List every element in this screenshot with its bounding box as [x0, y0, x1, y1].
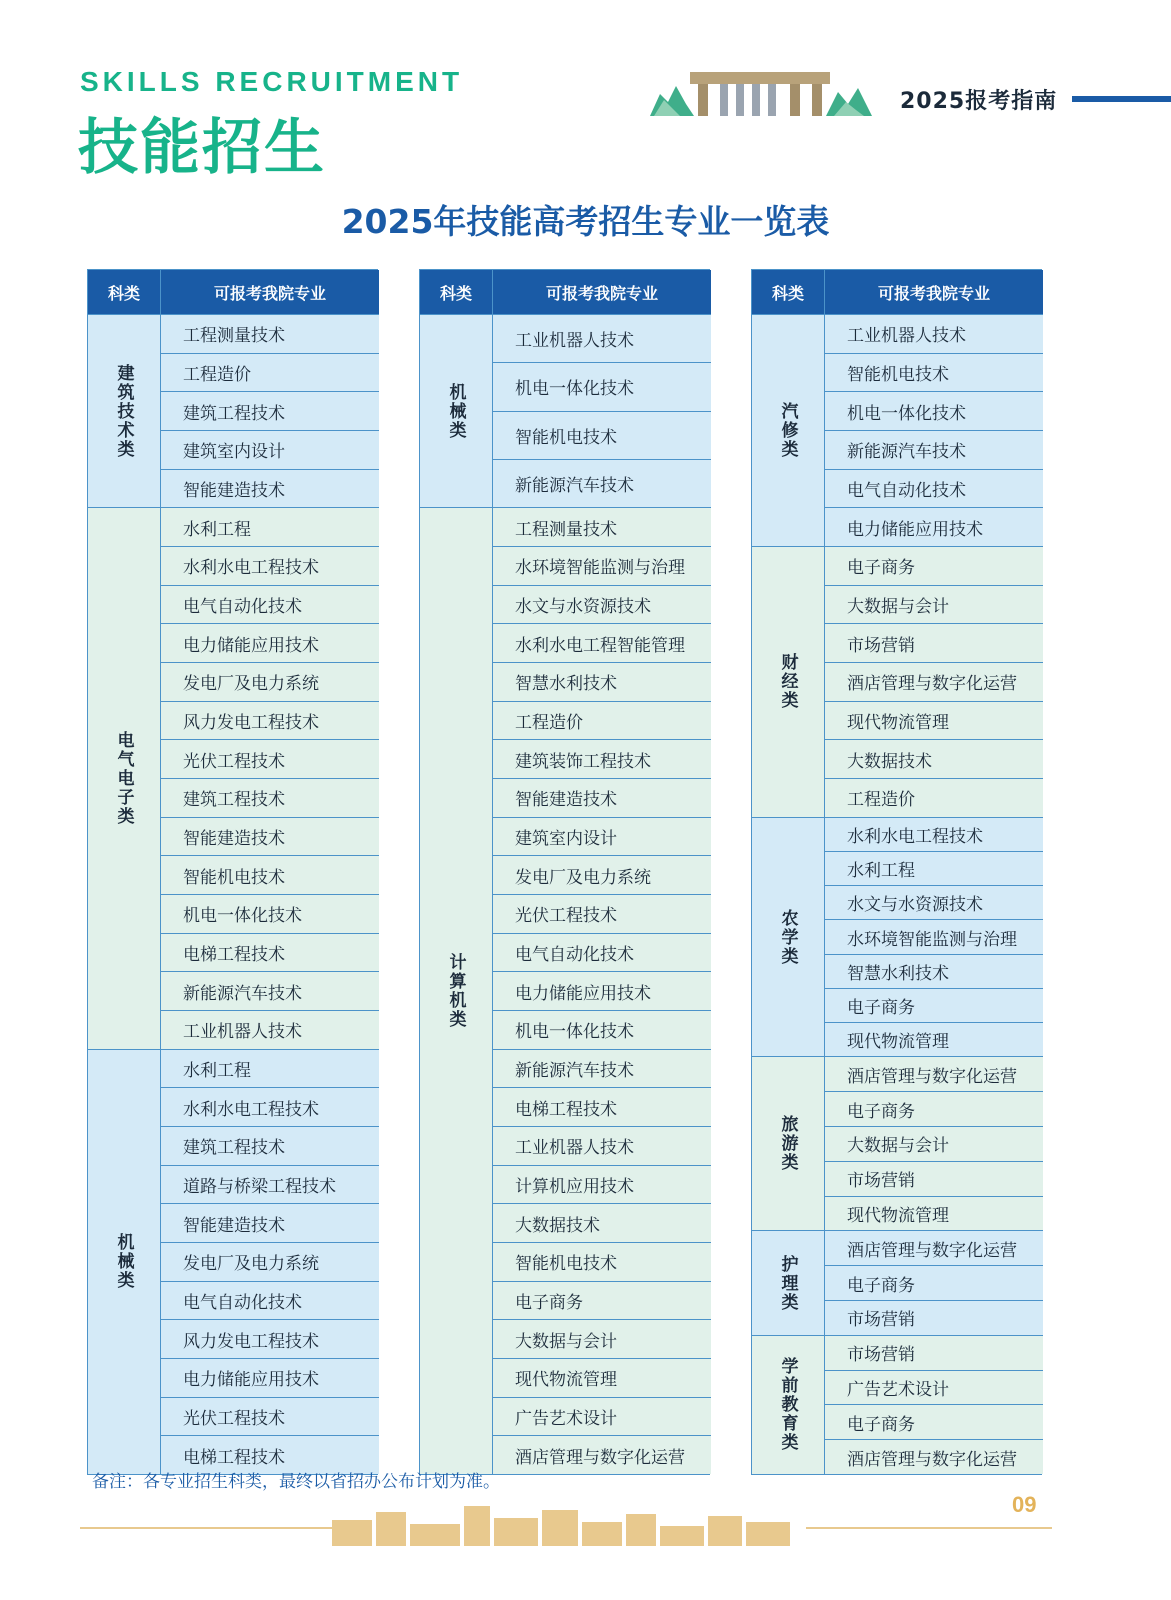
category-label: 农学类	[777, 908, 798, 966]
header-category: 科类	[752, 270, 825, 314]
major-row: 风力发电工程技术	[161, 1319, 379, 1358]
page-title: 2025年技能高考招生专业一览表	[341, 202, 830, 241]
major-row: 电子商务	[825, 988, 1043, 1022]
major-row: 市场营销	[847, 1345, 915, 1366]
major-row: 智慧水利技术	[825, 954, 1043, 988]
major-row: 工业机器人技术	[515, 331, 634, 352]
category-cell	[88, 1049, 161, 1474]
major-row: 现代物流管理	[825, 1022, 1043, 1056]
major-list	[825, 817, 1043, 1057]
category-cell	[752, 314, 825, 546]
category-label: 计算机类	[445, 953, 466, 1030]
major-row: 光伏工程技术	[161, 739, 379, 778]
major-row: 电子商务	[825, 1091, 1043, 1126]
category-cell	[752, 546, 825, 817]
major-row: 电梯工程技术	[161, 933, 379, 972]
major-row: 智能机电技术	[825, 353, 1043, 392]
major-row: 电力储能应用技术	[493, 971, 711, 1010]
major-row: 工程造价	[493, 701, 711, 740]
major-list	[825, 546, 1043, 817]
page-number: 09	[1012, 1492, 1037, 1517]
category-cell	[752, 1230, 825, 1334]
major-list	[825, 1056, 1043, 1230]
major-row: 水利工程	[183, 1060, 251, 1081]
major-row: 电子商务	[825, 1265, 1043, 1300]
major-row: 酒店管理与数字化运营	[493, 1435, 711, 1474]
major-row: 酒店管理与数字化运营	[825, 662, 1043, 701]
major-row: 发电厂及电力系统	[493, 855, 711, 894]
table-column	[87, 269, 378, 1475]
major-row: 机电一体化技术	[161, 894, 379, 933]
major-row: 工业机器人技术	[493, 1126, 711, 1165]
major-row: 建筑工程技术	[161, 778, 379, 817]
major-list	[825, 1335, 1043, 1474]
major-row: 现代物流管理	[825, 701, 1043, 740]
category-cell	[420, 314, 493, 507]
major-row: 新能源汽车技术	[493, 459, 711, 507]
category-label: 建筑技术类	[113, 363, 134, 459]
major-row: 大数据与会计	[825, 1126, 1043, 1161]
major-row: 电气自动化技术	[161, 1281, 379, 1320]
major-row: 智能机电技术	[493, 411, 711, 459]
category-label: 护理类	[777, 1254, 798, 1312]
major-row: 水利水电工程技术	[847, 826, 983, 847]
header-category: 科类	[420, 270, 493, 314]
major-row: 电梯工程技术	[493, 1087, 711, 1126]
major-row: 水利工程	[825, 851, 1043, 885]
major-row: 新能源汽车技术	[493, 1049, 711, 1088]
major-row: 电子商务	[847, 558, 915, 579]
major-row: 智慧水利技术	[493, 662, 711, 701]
category-label: 学前教育类	[777, 1357, 798, 1453]
major-row: 电力储能应用技术	[161, 623, 379, 662]
major-row: 风力发电工程技术	[161, 701, 379, 740]
major-row: 水利水电工程技术	[161, 546, 379, 585]
header-title: 技能招生	[78, 113, 326, 183]
major-row: 建筑工程技术	[161, 1126, 379, 1165]
major-row: 水利工程	[183, 519, 251, 540]
major-row: 电力储能应用技术	[825, 507, 1043, 546]
major-row: 广告艺术设计	[493, 1397, 711, 1436]
major-row: 水文与水资源技术	[825, 885, 1043, 919]
category-cell	[88, 507, 161, 1048]
major-row: 大数据技术	[825, 739, 1043, 778]
category-label: 机械类	[445, 382, 466, 440]
major-row: 机电一体化技术	[493, 1010, 711, 1049]
major-row: 机电一体化技术	[493, 362, 711, 410]
header-majors: 可报考我院专业	[493, 270, 711, 314]
category-cell	[88, 314, 161, 507]
major-row: 酒店管理与数字化运营	[825, 1439, 1043, 1474]
major-row: 建筑室内设计	[493, 817, 711, 856]
header-majors: 可报考我院专业	[825, 270, 1043, 314]
major-row: 大数据与会计	[825, 585, 1043, 624]
major-row: 水环境智能监测与治理	[493, 546, 711, 585]
category-cell	[752, 1335, 825, 1474]
guide-label: 2025报考指南	[900, 89, 1058, 114]
category-label: 电气电子类	[113, 730, 134, 826]
major-list	[161, 507, 379, 1048]
major-row: 大数据与会计	[493, 1319, 711, 1358]
major-row: 智能建造技术	[161, 469, 379, 508]
major-row: 市场营销	[825, 623, 1043, 662]
major-row: 发电厂及电力系统	[161, 662, 379, 701]
major-row: 水利水电工程智能管理	[493, 623, 711, 662]
major-row: 计算机应用技术	[493, 1165, 711, 1204]
major-row: 水利水电工程技术	[161, 1087, 379, 1126]
major-row: 工程测量技术	[515, 519, 617, 540]
major-row: 智能机电技术	[493, 1242, 711, 1281]
major-row: 工程测量技术	[183, 326, 285, 347]
major-row: 智能建造技术	[161, 817, 379, 856]
major-row: 大数据技术	[493, 1203, 711, 1242]
major-row: 水环境智能监测与治理	[825, 919, 1043, 953]
footer-divider-right	[806, 1527, 1052, 1529]
major-row: 工业机器人技术	[161, 1010, 379, 1049]
major-row: 智能机电技术	[161, 855, 379, 894]
header-category: 科类	[88, 270, 161, 314]
major-list	[493, 314, 711, 507]
footnote: 备注：各专业招生科类，最终以省招办公布计划为准。	[92, 1472, 500, 1492]
category-cell	[420, 507, 493, 1474]
major-list	[161, 314, 379, 507]
major-list	[161, 1049, 379, 1474]
major-row: 新能源汽车技术	[161, 971, 379, 1010]
major-row: 广告艺术设计	[825, 1370, 1043, 1405]
major-row: 电子商务	[825, 1404, 1043, 1439]
category-label: 财经类	[777, 653, 798, 711]
major-list	[825, 1230, 1043, 1334]
major-row: 光伏工程技术	[493, 894, 711, 933]
major-row: 现代物流管理	[825, 1196, 1043, 1231]
category-cell	[752, 1056, 825, 1230]
major-row: 酒店管理与数字化运营	[847, 1066, 1017, 1087]
campus-gate-illustration	[650, 64, 880, 116]
major-row: 道路与桥梁工程技术	[161, 1165, 379, 1204]
major-row: 电梯工程技术	[161, 1435, 379, 1474]
campus-buildings-illustration	[332, 1502, 790, 1546]
header-accent-bar	[1072, 96, 1171, 102]
major-row: 电力储能应用技术	[161, 1358, 379, 1397]
major-row: 电气自动化技术	[825, 469, 1043, 508]
major-row: 建筑装饰工程技术	[493, 739, 711, 778]
major-row: 机电一体化技术	[825, 391, 1043, 430]
table-column	[751, 269, 1042, 1475]
category-label: 机械类	[113, 1233, 134, 1291]
header-subtitle-en: SKILLS RECRUITMENT	[80, 66, 464, 97]
major-row: 水文与水资源技术	[493, 585, 711, 624]
major-row: 光伏工程技术	[161, 1397, 379, 1436]
major-row: 工程造价	[825, 778, 1043, 817]
major-row: 工程造价	[161, 353, 379, 392]
major-row: 发电厂及电力系统	[161, 1242, 379, 1281]
major-row: 市场营销	[825, 1300, 1043, 1335]
header-majors: 可报考我院专业	[161, 270, 379, 314]
major-row: 建筑室内设计	[161, 430, 379, 469]
major-row: 智能建造技术	[493, 778, 711, 817]
table-column	[419, 269, 710, 1475]
major-list	[825, 314, 1043, 546]
major-row: 工业机器人技术	[847, 326, 966, 347]
major-row: 智能建造技术	[161, 1203, 379, 1242]
category-cell	[752, 817, 825, 1057]
major-row: 现代物流管理	[493, 1358, 711, 1397]
major-row: 新能源汽车技术	[825, 430, 1043, 469]
major-row: 酒店管理与数字化运营	[847, 1240, 1017, 1261]
category-label: 汽修类	[777, 401, 798, 459]
major-row: 电气自动化技术	[493, 933, 711, 972]
major-row: 市场营销	[825, 1161, 1043, 1196]
major-row: 建筑工程技术	[161, 391, 379, 430]
major-row: 电气自动化技术	[161, 585, 379, 624]
major-list	[493, 507, 711, 1474]
major-row: 电子商务	[493, 1281, 711, 1320]
footer-divider-left	[80, 1527, 340, 1529]
category-label: 旅游类	[777, 1115, 798, 1173]
